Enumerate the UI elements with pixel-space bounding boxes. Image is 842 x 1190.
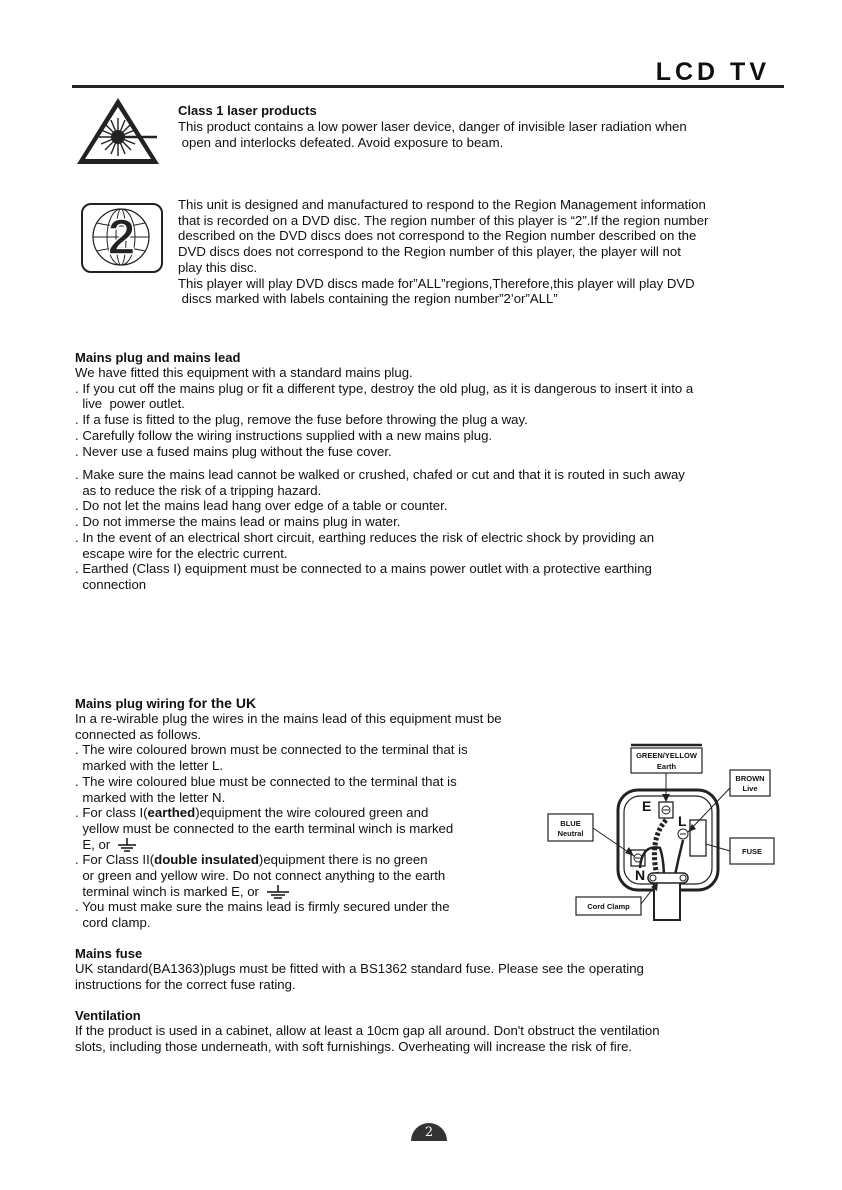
mains-plug-list-a: We have fitted this equipment with a standard mains plug. . If you cut off the mains plug or fit a different type, destroy the old plug, as it is dangerous to insert it into a live power outlet. . If a fuse is fitted to the plug, remove the fuse before throwing the plug a way. . Carefully follow the wiring instructions supplied with a new mains plug. . Never use a fused mains plug without the fuse cover. (75, 365, 694, 459)
laser-heading: Class 1 laser products (178, 103, 317, 118)
region-icon-frame (81, 203, 163, 273)
laser-warning-icon (75, 96, 161, 166)
header-rule (72, 85, 784, 88)
mains-plug-list-b: . Make sure the mains lead cannot be walked or crushed, chafed or cut and that it is routed in such away as to reduce the risk of a tripping hazard. . Do not let the mains lead hang over edge of a table or counter. . Do not immerse the mains lead or mains plug in water. . In the event of an electrical short circuit, earthing reduces the risk of electric shock by providing an escape wire for the electric current. . Earthed (Class I) equipment must be connected to a mains power outlet with a protective earthing connection (75, 467, 685, 592)
laser-description: This product contains a low power laser device, danger of invisible laser radiation when open and interlocks defeated. Avoid exposure to beam. (178, 119, 687, 150)
earth-label: Earth (656, 762, 677, 771)
earth-symbol-icon (265, 885, 291, 899)
page-number: 2 (411, 1123, 447, 1141)
plug-wiring-diagram (540, 740, 780, 925)
terminal-letter-n: N (635, 867, 646, 883)
page-title: LCD TV (655, 58, 770, 86)
wiring-heading: Mains plug wiring for the UK (75, 695, 257, 711)
fuse-description: UK standard(BA1363)plugs must be fitted with a BS1362 standard fuse. Please see the operating instructions for the correct fuse rating. (75, 961, 644, 992)
brown-label: BROWN (735, 774, 765, 783)
neutral-label: Neutral (557, 829, 584, 838)
ventilation-heading: Ventilation (75, 1008, 141, 1023)
cord-clamp-label: Cord Clamp (587, 902, 630, 911)
mains-plug-heading: Mains plug and mains lead (75, 350, 241, 365)
earth-symbol-icon (116, 838, 138, 852)
blue-label: BLUE (560, 819, 581, 828)
fuse-label: FUSE (741, 847, 763, 856)
wiring-instructions: In a re-wirable plug the wires in the mains lead of this equipment must be connected as follows. . The wire coloured brown must be connected to the terminal that is marked with the letter L. . The wire coloured blue must be connected to the terminal that is marked with the letter N. . For class I(earthed)equipment the wire coloured green and yellow must be connected to the earth terminal winch is marked E, or . For Class II(double insulated)equipment there is no green or green and yellow wire. Do not connect anything to the earth terminal winch is marked E, or . You must make sure the mains lead is firmly secured under the cord clamp. (75, 711, 502, 931)
fuse-heading: Mains fuse (75, 946, 143, 961)
region-number: 2 (107, 209, 136, 265)
live-label: Live (742, 784, 758, 793)
terminal-letter-e: E (642, 798, 652, 814)
region-description: This unit is designed and manufactured to respond to the Region Management information that is recorded on a DVD disc. The region number of this player is “2”.If the region number described on the DVD discs does not correspond to the Region number described on the DVD discs does not correspond to the Region number of this player, the player will not play this disc. This player will play DVD discs made for”ALL”regions,Therefore,this player will play DVD discs marked with labels containing the region number”2’or”ALL” (178, 197, 709, 307)
green-yellow-label: GREEN/YELLOW (636, 751, 697, 760)
ventilation-description: If the product is used in a cabinet, allow at least a 10cm gap all around. Don't obstruct the ventilation slots, including those underneath, with soft furnishings. Overheating will increase the risk of fire. (75, 1023, 660, 1054)
terminal-letter-l: L (678, 813, 687, 829)
